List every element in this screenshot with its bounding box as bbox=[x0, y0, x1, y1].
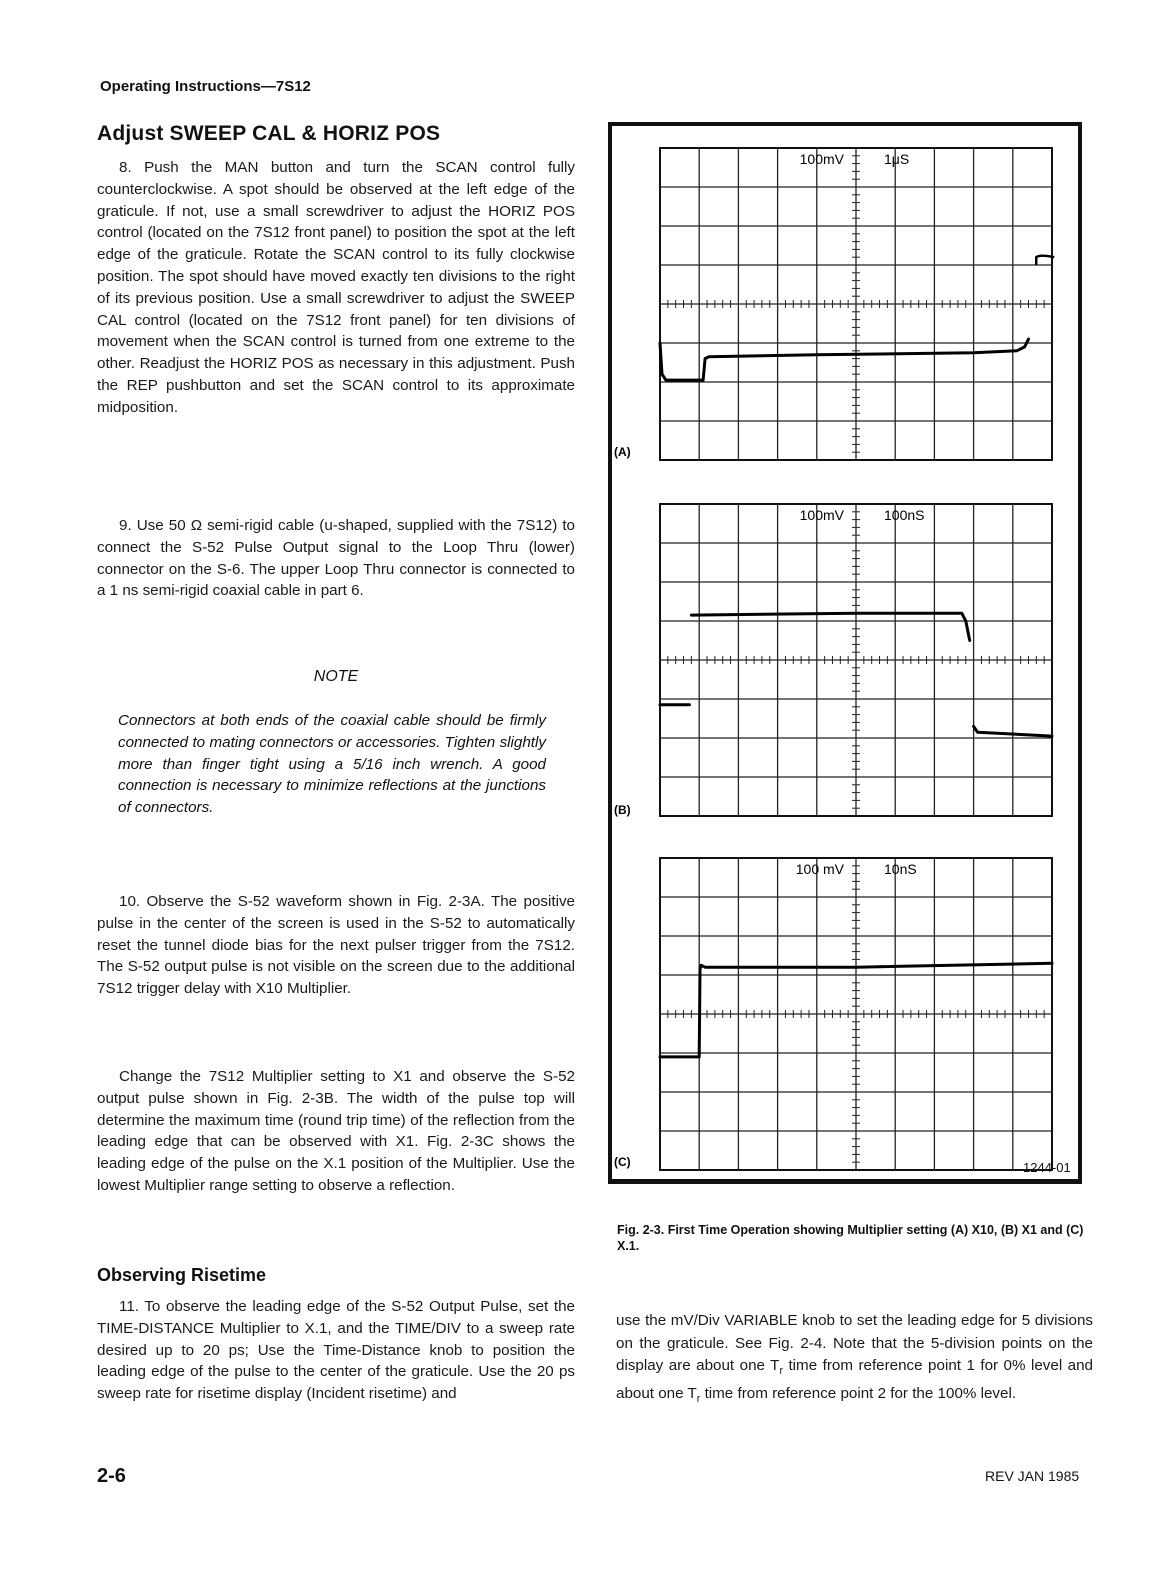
scope-panel-c bbox=[612, 840, 1078, 1180]
continued-text-1: use the mV/Div VARIABLE knob to set the leading edge for 5 divisions on the graticule. See Fig. 2-4. Note that the 5-division points on the display are about one T bbox=[616, 1312, 1093, 1374]
vertical-scale-label-b: 100mV bbox=[799, 507, 844, 523]
tr-subscript-1: r bbox=[779, 1365, 783, 1378]
note-title: NOTE bbox=[313, 668, 359, 685]
revision-date: REV JAN 1985 bbox=[985, 1468, 1080, 1484]
step-9-paragraph: 9. Use 50 Ω semi-rigid cable (u-shaped, supplied with the 7S12) to connect the S-52 Pulse Output signal to the Loop Thru (lower) connector on the S-6. The upper Loop Thru connector is connected to a 1 ns semi-rigid coaxial cable in part 6. bbox=[97, 517, 575, 600]
tr-subscript-2: r bbox=[696, 1392, 701, 1405]
vertical-scale-label-a: 100mV bbox=[799, 151, 844, 167]
scope-panel-a bbox=[612, 126, 1078, 466]
note-body: Connectors at both ends of the coaxial cable should be firmly connected to mating connectors or accessories. Tighten slightly more than finger tight using a 5/16 inch wrench. A good connection is necessary to minimize reflections at the junctions of connectors. bbox=[118, 712, 546, 817]
page-number: 2-6 bbox=[97, 1465, 126, 1487]
horizontal-scale-label-a: 1μS bbox=[884, 151, 910, 167]
panel-label-b: (B) bbox=[614, 803, 631, 817]
panel-label-a: (A) bbox=[614, 445, 631, 459]
scope-panel-b bbox=[612, 490, 1078, 830]
section-heading-sweep-cal: Adjust SWEEP CAL & HORIZ POS bbox=[97, 122, 441, 145]
step-11-continued-paragraph bbox=[616, 1310, 1093, 1410]
figure-caption: Fig. 2-3. First Time Operation showing Multiplier setting (A) X10, (B) X1 and (C) X.1. bbox=[617, 1223, 1084, 1253]
horizontal-scale-label-c: 10nS bbox=[884, 861, 917, 877]
figure-id-label: 1244-01 bbox=[1023, 1160, 1071, 1175]
waveform-trace bbox=[691, 613, 969, 640]
running-head: Operating Instructions—7S12 bbox=[100, 78, 311, 95]
continued-text-3: time from reference point 2 for the 100% level. bbox=[700, 1384, 1017, 1402]
step-11-paragraph: 11. To observe the leading edge of the S-52 Output Pulse, set the TIME-DISTANCE Multiplier to X.1, and the TIME/DIV to a sweep rate desired up to 20 ps; Use the Time-Distance knob to position the leading edge of the pulse to the center of the graticule. Use the 20 ps sweep rate for risetime display (Incident risetime) and bbox=[97, 1298, 575, 1403]
section-heading-risetime: Observing Risetime bbox=[97, 1265, 267, 1285]
vertical-scale-label-c: 100 mV bbox=[795, 861, 844, 877]
continued-text-2: time from reference point 1 for 0% level and about one T bbox=[616, 1357, 1094, 1402]
multiplier-change-paragraph: Change the 7S12 Multiplier setting to X1 and observe the S-52 output pulse shown in Fig. 2-3B. The width of the pulse top will determine the maximum time (round trip time) of the reflection from the leading edge that can be observed with X1. Fig. 2-3C shows the leading edge of the pulse on the X.1 position of the Multiplier. Use the lowest Multiplier range setting to observe a reflection. bbox=[97, 1068, 575, 1194]
horizontal-scale-label-b: 100nS bbox=[884, 507, 925, 523]
panel-label-c: (C) bbox=[614, 1155, 631, 1169]
step-10-paragraph: 10. Observe the S-52 waveform shown in Fig. 2-3A. The positive pulse in the center of the screen is used in the S-52 to automatically reset the tunnel diode bias for the next pulser trigger from the 7S12. The S-52 output pulse is not visible on the screen due to the additional 7S12 trigger delay with X10 Multiplier. bbox=[97, 893, 575, 998]
step-8-paragraph: 8. Push the MAN button and turn the SCAN control fully counterclockwise. A spot should be observed at the left edge of the graticule. If not, use a small screwdriver to adjust the HORIZ POS control (located on the 7S12 front panel) to position the spot at the left edge of the graticule. Rotate the SCAN control to its fully clockwise position. The spot should have moved exactly ten divisions to the right of its previous position. Use a small screwdriver to adjust the SWEEP CAL control (located on the 7S12 front panel) for ten divisions of movement when the SCAN control is turned from one extreme to the other. Readjust the HORIZ POS as necessary in this adjustment. Push the REP pushbutton and set the SCAN control to its approximate midposition. bbox=[97, 159, 575, 416]
